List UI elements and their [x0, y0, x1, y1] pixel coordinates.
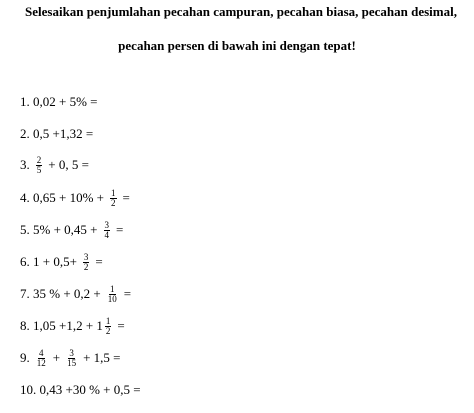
fraction-numerator: 3 [104, 219, 109, 230]
fraction-denominator: 5 [36, 164, 42, 175]
problem-1 [20, 90, 98, 114]
problem-9-suffix: + 1,5 = [83, 350, 121, 365]
problem-9-fraction-2 [66, 349, 77, 368]
problem-7-prefix: 7. 35 % + 0,2 + [20, 286, 101, 301]
problem-9-fraction-1 [36, 349, 47, 368]
problem-9-prefix: 9. [20, 350, 30, 365]
problem-5-suffix: = [116, 222, 124, 237]
problem-6-prefix: 6. 1 + 0,5+ [20, 254, 77, 269]
problem-2 [20, 122, 93, 146]
problem-10 [20, 378, 141, 402]
instruction-line-1: Selesaikan penjumlahan pecahan campuran, pecahan biasa, pecahan desimal, [25, 4, 457, 19]
problem-7-suffix: = [123, 286, 132, 301]
fraction-denominator: 4 [104, 229, 109, 240]
problem-1-text: 1. 0,02 + 5% = [20, 94, 98, 109]
problem-9 [20, 346, 121, 370]
problem-2-text: 2. 0,5 +1,32 = [20, 126, 94, 141]
fraction-numerator: 4 [39, 347, 44, 358]
fraction-denominator: 2 [83, 261, 89, 272]
fraction-denominator: 2 [105, 325, 111, 336]
problem-5-prefix: 5. 5% + 0,45 + [20, 222, 98, 237]
problem-8-fraction [105, 317, 112, 336]
fraction-numerator: 1 [111, 187, 116, 198]
problem-7 [20, 282, 131, 306]
problem-4-prefix: 4. 0,65 + 10% + [20, 190, 104, 205]
fraction-numerator: 1 [105, 315, 111, 326]
problem-4-fraction [110, 189, 117, 208]
problem-6-fraction [83, 253, 90, 272]
problem-9-plus: + [52, 350, 61, 365]
problem-6-suffix: = [95, 254, 103, 269]
instruction-line-2: pecahan persen di bawah ini dengan tepat! [118, 38, 356, 53]
problem-3-suffix: + 0, 5 = [48, 157, 89, 172]
fraction-denominator: 2 [111, 197, 116, 208]
problem-10-text: 10. 0,43 +30 % + 0,5 = [20, 382, 141, 397]
fraction-numerator: 1 [110, 283, 115, 294]
problem-6 [20, 250, 103, 274]
problem-4 [20, 186, 130, 210]
fraction-numerator: 3 [83, 251, 89, 262]
problem-5-fraction [104, 221, 111, 240]
problem-3-prefix: 3. [20, 157, 30, 172]
problem-3-fraction [36, 156, 43, 175]
problem-7-fraction [107, 285, 118, 304]
problem-8-prefix: 8. 1,05 +1,2 + 1 [20, 318, 103, 333]
problem-4-suffix: = [122, 190, 130, 205]
problem-5 [20, 218, 123, 242]
problem-8 [20, 314, 125, 338]
problem-8-suffix: = [117, 318, 125, 333]
fraction-numerator: 2 [36, 154, 42, 165]
fraction-denominator: 15 [67, 357, 77, 368]
fraction-denominator: 10 [107, 293, 117, 304]
fraction-numerator: 3 [69, 347, 74, 358]
problem-3 [20, 153, 89, 177]
fraction-denominator: 12 [36, 357, 46, 368]
